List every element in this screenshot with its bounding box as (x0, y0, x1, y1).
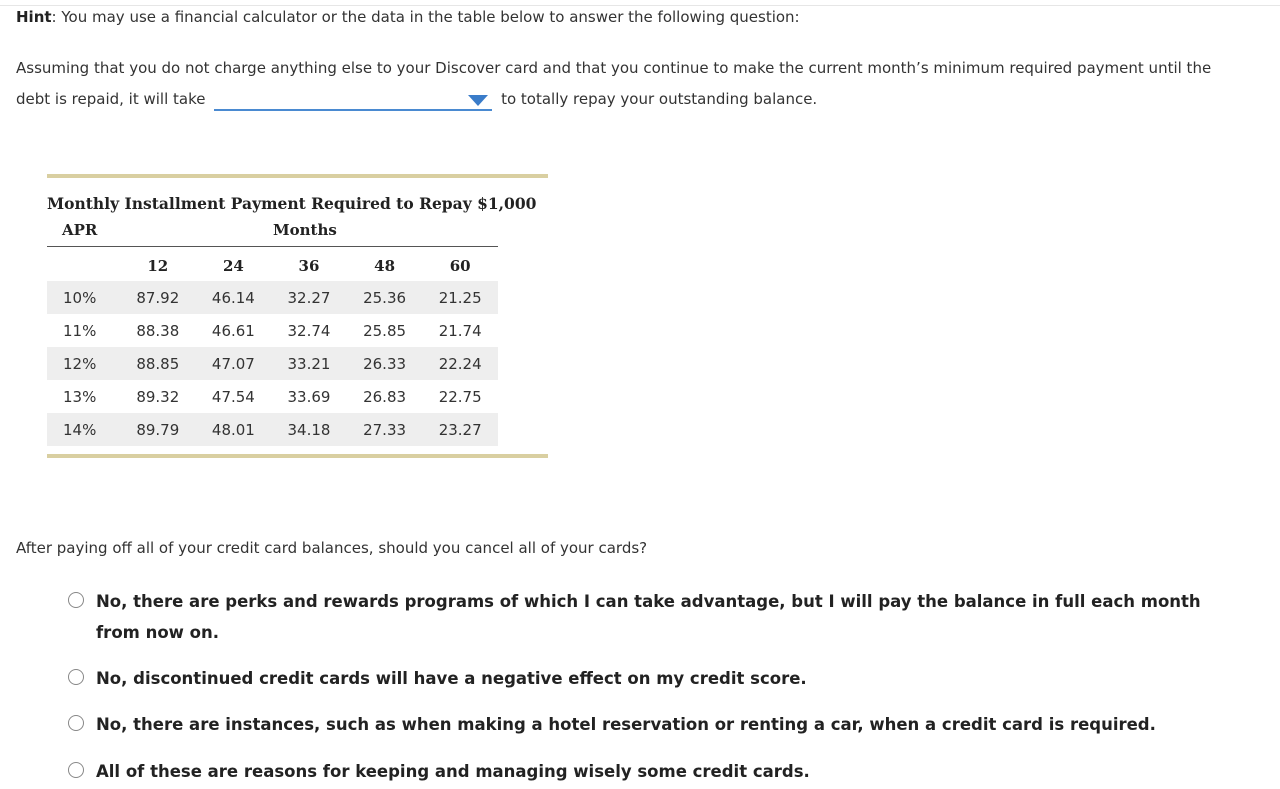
answer-option[interactable] (68, 709, 1248, 756)
payment-cell: 32.74 (287, 321, 331, 340)
answer-option-label: All of these are reasons for keeping and managing wisely some credit cards. (96, 762, 810, 781)
answer-option-label: No, there are instances, such as when making a hotel reservation or renting a car, when a credit card is required. (96, 715, 1156, 734)
question-1-before: Assuming that you do not charge anything else to your Discover card and that you continue to make the current month’s minimum required payment until the debt is repaid, it will take (16, 59, 1212, 108)
apr-cell: 11% (63, 321, 97, 340)
apr-cell: 12% (47, 347, 120, 380)
month-col: 60 (449, 256, 471, 275)
payment-cell: 25.36 (347, 281, 423, 314)
table-row (47, 413, 498, 446)
table-row (47, 380, 498, 413)
payment-cell: 46.14 (196, 281, 272, 314)
table-row (47, 281, 498, 314)
payment-cell: 32.27 (271, 281, 347, 314)
dropdown-arrow-icon[interactable] (468, 95, 488, 106)
payment-cell: 33.69 (287, 387, 331, 406)
answer-option[interactable] (68, 756, 1248, 787)
payment-cell: 25.85 (363, 321, 407, 340)
payment-cell: 88.85 (120, 347, 196, 380)
answer-option-label: No, discontinued credit cards will have a negative effect on my credit score. (96, 669, 807, 688)
month-col: 36 (298, 256, 320, 275)
payment-cell: 21.25 (422, 281, 498, 314)
payment-cell: 87.92 (120, 281, 196, 314)
answer-option-label: No, there are perks and rewards programs of which I can take advantage, but I will pay the balance in full each month from now on. (96, 592, 1201, 642)
top-divider (0, 0, 1280, 6)
payment-cell: 48.01 (196, 413, 272, 446)
radio-button[interactable] (68, 669, 84, 685)
month-col: 24 (222, 256, 244, 275)
table-bottom-rule (47, 454, 548, 458)
months-corner (47, 250, 120, 281)
table-title: Monthly Installment Payment Required to Repay $1,000 (47, 194, 537, 213)
table-row (47, 314, 498, 347)
payment-cell: 88.38 (136, 321, 180, 340)
payment-cell: 21.74 (438, 321, 482, 340)
hint-label: Hint (16, 8, 52, 26)
payment-cell: 46.61 (211, 321, 255, 340)
radio-button[interactable] (68, 592, 84, 608)
payment-cell: 22.75 (438, 387, 482, 406)
payment-cell: 34.18 (271, 413, 347, 446)
rates-table (47, 250, 498, 446)
months-row (47, 250, 498, 281)
payment-cell: 22.24 (422, 347, 498, 380)
radio-button[interactable] (68, 762, 84, 778)
apr-header: APR (62, 221, 98, 239)
payment-cell: 26.83 (363, 387, 407, 406)
question-1 (16, 53, 1236, 115)
apr-cell: 10% (47, 281, 120, 314)
apr-cell: 13% (63, 387, 97, 406)
apr-cell: 14% (47, 413, 120, 446)
question-1-after: to totally repay your outstanding balance. (501, 90, 818, 108)
table-row (47, 347, 498, 380)
months-header: Months (273, 221, 337, 239)
answer-option[interactable] (68, 586, 1248, 663)
table-header-row (47, 220, 498, 247)
payment-cell: 89.79 (120, 413, 196, 446)
payment-cell: 33.21 (271, 347, 347, 380)
month-col: 12 (147, 256, 169, 275)
table-top-rule (47, 174, 548, 178)
duration-dropdown[interactable] (214, 89, 492, 111)
answer-option[interactable] (68, 663, 1248, 709)
answer-options (68, 586, 1248, 787)
payment-cell: 47.54 (211, 387, 255, 406)
payment-cell: 23.27 (422, 413, 498, 446)
payment-cell: 47.07 (196, 347, 272, 380)
question-2: After paying off all of your credit card balances, should you cancel all of your cards? (16, 539, 648, 557)
hint-body: : You may use a financial calculator or the data in the table below to answer the following question: (51, 8, 800, 26)
payment-cell: 26.33 (347, 347, 423, 380)
month-col: 48 (374, 256, 396, 275)
payment-cell: 89.32 (136, 387, 180, 406)
payment-cell: 27.33 (347, 413, 423, 446)
hint-text (16, 7, 800, 27)
installment-table (47, 174, 548, 458)
radio-button[interactable] (68, 715, 84, 731)
